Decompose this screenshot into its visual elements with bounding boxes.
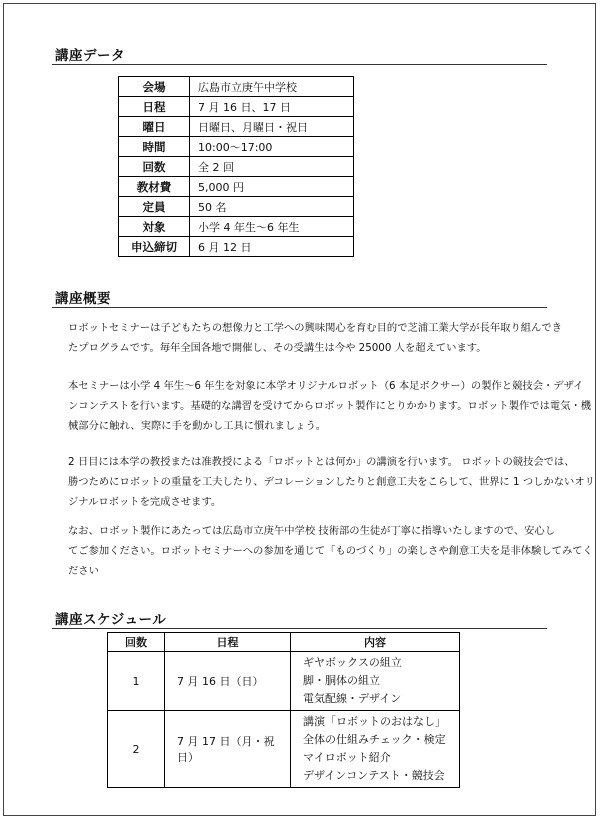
paragraph-line: ださい	[68, 565, 99, 577]
paragraph	[68, 376, 592, 436]
table-row	[108, 652, 460, 711]
paragraph	[68, 318, 562, 358]
session-contents	[291, 711, 460, 788]
section-title-schedule: 講座スケジュール	[55, 612, 167, 628]
row-label: 定員	[119, 197, 190, 217]
section-title-data: 講座データ	[55, 48, 125, 64]
session-number: 1	[108, 652, 165, 711]
table-row	[119, 77, 354, 97]
column-header-count: 回数	[108, 633, 165, 652]
session-contents	[291, 652, 460, 711]
content-item: 全体の仕組みチェック・検定	[303, 733, 446, 746]
row-value: 小学 4 年生～6 年生	[190, 217, 354, 237]
paragraph-line: たプログラムです。毎年全国各地で開催し、その受講生は今や 25000 人を超えています。	[68, 342, 487, 354]
table-row	[119, 137, 354, 157]
row-value: 10:00～17:00	[190, 137, 354, 157]
row-label: 対象	[119, 217, 190, 237]
paragraph-line: ジナルロボットを完成させます。	[68, 496, 222, 508]
content-item: デザインコンテスト・競技会	[303, 769, 445, 782]
paragraph-line: 勝つためにロボットの重量を工夫したり、デコレーションしたりと創意工夫をこらして、世界に 1 つしかないオリ	[68, 476, 595, 488]
content-item: ギヤボックスの組立	[303, 656, 402, 669]
row-label: 申込締切	[119, 237, 190, 257]
row-label: 曜日	[119, 117, 190, 137]
paragraph-line: ンコンテストを行います。基礎的な講習を受けてからロボット製作にとりかかります。ロボット製作では電気・機	[68, 400, 592, 412]
session-date: 7 月 16 日（日）	[165, 652, 291, 711]
content-item: マイロボット紹介	[303, 751, 391, 764]
column-header-content: 内容	[291, 633, 460, 652]
row-label: 日程	[119, 97, 190, 117]
table-row	[119, 157, 354, 177]
table-row	[119, 237, 354, 257]
table-row	[108, 711, 460, 788]
table-header-row	[108, 633, 460, 652]
row-value: 全 2 回	[190, 157, 354, 177]
paragraph-line: ロボットセミナーは子どもたちの想像力と工学への興味関心を育む目的で芝浦工業大学が長年取り組んでき	[68, 322, 562, 334]
row-label: 時間	[119, 137, 190, 157]
paragraph-line: なお、ロボット製作にあたっては広島市立庚午中学校 技術部の生徒が丁寧に指導いたしますので、安心し	[68, 525, 556, 537]
table-row	[119, 217, 354, 237]
row-label: 教材費	[119, 177, 190, 197]
table-row	[119, 197, 354, 217]
row-value: 5,000 円	[190, 177, 354, 197]
session-date: 7 月 17 日（月・祝日）	[165, 711, 291, 788]
course-data-table	[118, 76, 354, 257]
paragraph	[68, 521, 593, 581]
row-label: 会場	[119, 77, 190, 97]
content-item: 講演「ロボットのおはなし」	[303, 715, 446, 728]
table-row	[119, 117, 354, 137]
paragraph-line: 2 日目には本学の教授または准教授による「ロボットとは何か」の講演を行います。 ロボットの競技会では、	[68, 456, 575, 468]
content-item: 脚・胴体の組立	[303, 674, 380, 687]
schedule-table	[107, 632, 460, 788]
row-value: 6 月 12 日	[190, 237, 354, 257]
section-divider	[52, 628, 547, 629]
row-value: 50 名	[190, 197, 354, 217]
table-row	[119, 97, 354, 117]
section-title-overview: 講座概要	[55, 291, 111, 307]
paragraph-line: 本セミナーは小学 4 年生～6 年生を対象に本学オリジナルロボット（6 本足ボクサー）の製作と競技会・デザイ	[68, 380, 584, 392]
content-item: 電気配線・デザイン	[303, 692, 402, 705]
paragraph-line: てご参加ください。ロボットセミナーへの参加を通じて「ものづくり」の楽しさや創意工夫を是非体験してみてく	[68, 545, 593, 557]
section-divider	[52, 64, 547, 65]
column-header-date: 日程	[165, 633, 291, 652]
table-row	[119, 177, 354, 197]
row-value: 日曜日、月曜日・祝日	[190, 117, 354, 137]
row-value: 7 月 16 日、17 日	[190, 97, 354, 117]
row-label: 回数	[119, 157, 190, 177]
paragraph-line: 械部分に触れ、実際に手を動かし工具に慣れましょう。	[68, 420, 327, 432]
row-value: 広島市立庚午中学校	[190, 77, 354, 97]
paragraph	[68, 452, 595, 512]
session-number: 2	[108, 711, 165, 788]
section-divider	[52, 307, 547, 308]
